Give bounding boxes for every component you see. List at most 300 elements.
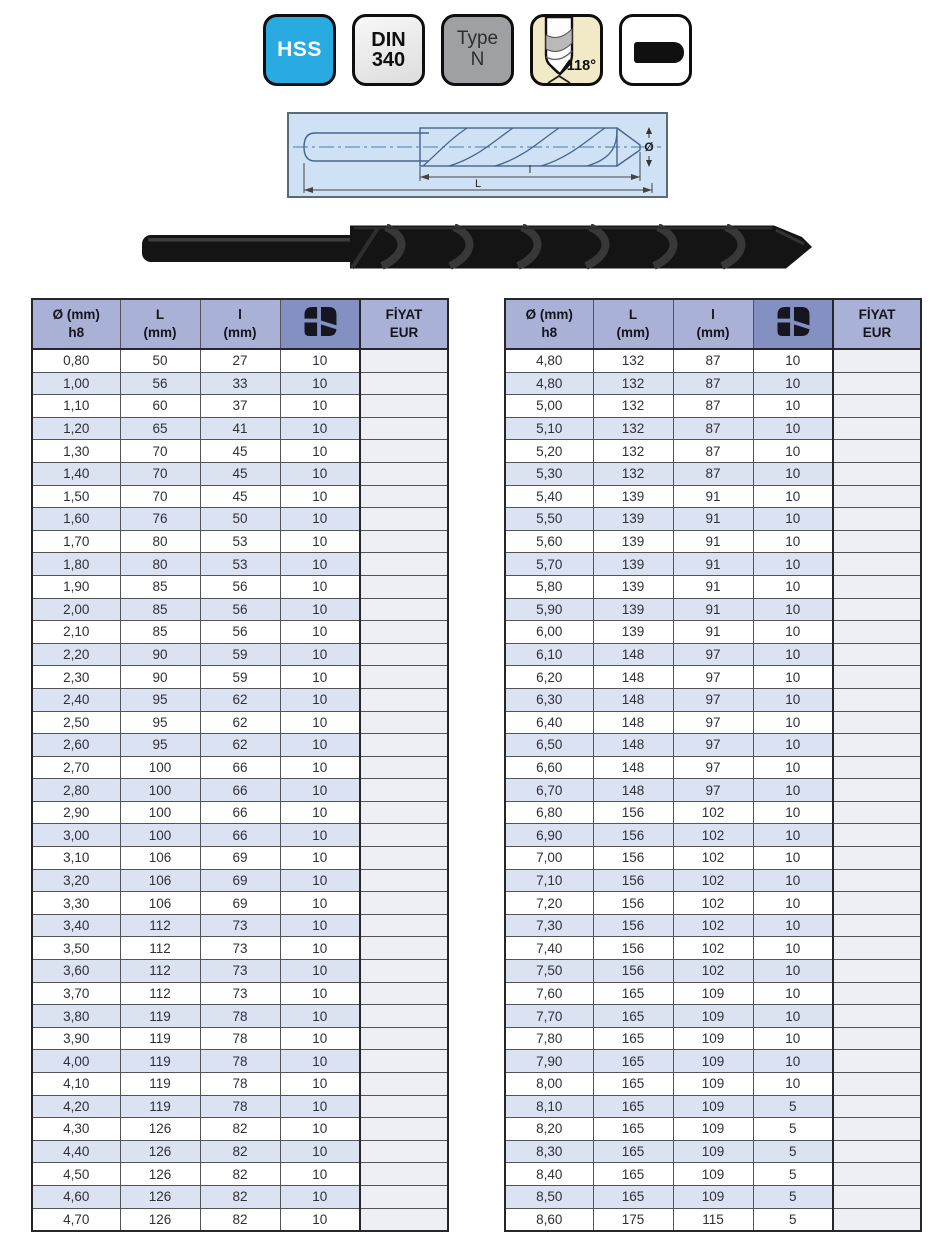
cell-price: [833, 462, 921, 485]
cell-price: [833, 666, 921, 689]
cell-overall-length: 85: [120, 621, 200, 644]
cell-price: [833, 801, 921, 824]
cell-diameter: 4,40: [32, 1140, 120, 1163]
cell-overall-length: 156: [593, 960, 673, 983]
cell-pack-qty: 10: [280, 1005, 360, 1028]
cell-pack-qty: 10: [280, 1118, 360, 1141]
cell-flute-length: 97: [673, 734, 753, 757]
cell-overall-length: 106: [120, 869, 200, 892]
cell-price: [833, 575, 921, 598]
cell-diameter: 8,30: [505, 1140, 593, 1163]
cell-price: [833, 508, 921, 531]
cell-price: [833, 1005, 921, 1028]
cell-price: [360, 485, 448, 508]
cell-price: [360, 349, 448, 372]
point-angle-badge: [530, 14, 603, 86]
cell-pack-qty: 10: [753, 666, 833, 689]
col-header-overall-length: L (mm): [120, 299, 200, 349]
cell-overall-length: 156: [593, 824, 673, 847]
cell-pack-qty: 10: [753, 553, 833, 576]
cell-overall-length: 70: [120, 485, 200, 508]
cell-flute-length: 62: [200, 688, 280, 711]
cell-overall-length: 100: [120, 756, 200, 779]
cell-price: [833, 1140, 921, 1163]
cell-pack-qty: 10: [753, 1005, 833, 1028]
cell-pack-qty: 10: [280, 1208, 360, 1231]
cell-overall-length: 95: [120, 711, 200, 734]
cell-pack-qty: 10: [753, 892, 833, 915]
cell-pack-qty: 10: [280, 372, 360, 395]
cell-diameter: 2,80: [32, 779, 120, 802]
cell-diameter: 1,00: [32, 372, 120, 395]
cell-pack-qty: 10: [753, 485, 833, 508]
table-row: [32, 1095, 448, 1118]
cell-pack-qty: 10: [753, 756, 833, 779]
cell-pack-qty: 10: [753, 960, 833, 983]
cell-diameter: 2,60: [32, 734, 120, 757]
cell-pack-qty: 10: [753, 869, 833, 892]
cell-overall-length: 156: [593, 914, 673, 937]
cell-diameter: 4,80: [505, 349, 593, 372]
cell-diameter: 8,20: [505, 1118, 593, 1141]
cell-diameter: 4,00: [32, 1050, 120, 1073]
cell-price: [833, 1185, 921, 1208]
cell-pack-qty: 10: [280, 711, 360, 734]
cell-diameter: 6,80: [505, 801, 593, 824]
cell-price: [360, 914, 448, 937]
cell-price: [360, 1185, 448, 1208]
cell-overall-length: 165: [593, 1185, 673, 1208]
cell-price: [360, 1027, 448, 1050]
table-row: [32, 1005, 448, 1028]
cell-price: [360, 508, 448, 531]
table-row: [505, 914, 921, 937]
cell-price: [833, 1095, 921, 1118]
cell-overall-length: 119: [120, 1027, 200, 1050]
cell-price: [360, 395, 448, 418]
cell-overall-length: 112: [120, 982, 200, 1005]
cell-pack-qty: 10: [280, 349, 360, 372]
cell-flute-length: 109: [673, 1140, 753, 1163]
cell-overall-length: 132: [593, 462, 673, 485]
cell-price: [360, 1050, 448, 1073]
cell-pack-qty: 10: [280, 914, 360, 937]
cell-pack-qty: 10: [280, 1095, 360, 1118]
cell-flute-length: 73: [200, 937, 280, 960]
cell-diameter: 6,90: [505, 824, 593, 847]
cell-price: [360, 462, 448, 485]
table-row: [505, 982, 921, 1005]
table-row: [505, 711, 921, 734]
cell-diameter: 6,40: [505, 711, 593, 734]
header-row: [32, 299, 448, 349]
cell-pack-qty: 10: [280, 960, 360, 983]
cell-overall-length: 165: [593, 1118, 673, 1141]
cell-overall-length: 139: [593, 621, 673, 644]
cell-pack-qty: 10: [753, 734, 833, 757]
table-row: [32, 621, 448, 644]
table-row: [505, 892, 921, 915]
cell-price: [833, 553, 921, 576]
cell-diameter: 4,10: [32, 1073, 120, 1096]
cell-overall-length: 56: [120, 372, 200, 395]
cell-diameter: 7,40: [505, 937, 593, 960]
cell-flute-length: 87: [673, 395, 753, 418]
table-row: [505, 666, 921, 689]
table-row: [32, 756, 448, 779]
cell-diameter: 1,10: [32, 395, 120, 418]
cell-diameter: 3,50: [32, 937, 120, 960]
cell-diameter: 3,90: [32, 1027, 120, 1050]
cell-flute-length: 37: [200, 395, 280, 418]
table-row: [505, 349, 921, 372]
cell-overall-length: 119: [120, 1050, 200, 1073]
cell-price: [833, 621, 921, 644]
cell-flute-length: 102: [673, 914, 753, 937]
cell-diameter: 3,40: [32, 914, 120, 937]
cell-diameter: 2,90: [32, 801, 120, 824]
shank-badge: [619, 14, 692, 86]
hss-badge-label: HSS: [277, 38, 322, 61]
cell-overall-length: 100: [120, 824, 200, 847]
cell-pack-qty: 10: [280, 598, 360, 621]
cell-pack-qty: 10: [280, 485, 360, 508]
cell-diameter: 5,90: [505, 598, 593, 621]
cell-flute-length: 50: [200, 508, 280, 531]
cell-overall-length: 165: [593, 1050, 673, 1073]
cell-price: [833, 440, 921, 463]
col-header-overall-length: L (mm): [593, 299, 673, 349]
table-row: [32, 508, 448, 531]
table-row: [32, 395, 448, 418]
table-row: [505, 440, 921, 463]
drill-bit-photo: [142, 224, 814, 270]
cell-diameter: 6,60: [505, 756, 593, 779]
cell-pack-qty: 10: [753, 937, 833, 960]
cell-diameter: 7,80: [505, 1027, 593, 1050]
din-badge-line1: DIN: [371, 28, 406, 51]
table-row: [505, 937, 921, 960]
cell-flute-length: 91: [673, 621, 753, 644]
cell-overall-length: 100: [120, 801, 200, 824]
cell-price: [833, 847, 921, 870]
cell-flute-length: 97: [673, 643, 753, 666]
cell-price: [360, 598, 448, 621]
cell-flute-length: 87: [673, 417, 753, 440]
cell-overall-length: 132: [593, 372, 673, 395]
cell-diameter: 6,50: [505, 734, 593, 757]
cell-overall-length: 156: [593, 937, 673, 960]
cell-price: [360, 892, 448, 915]
cell-overall-length: 70: [120, 440, 200, 463]
table-row: [505, 553, 921, 576]
size-table-right: [504, 298, 922, 1232]
table-row: [505, 508, 921, 531]
col-header-flute-length: l (mm): [673, 299, 753, 349]
cell-overall-length: 156: [593, 847, 673, 870]
cell-price: [833, 1118, 921, 1141]
cell-pack-qty: 10: [280, 779, 360, 802]
cell-flute-length: 78: [200, 1073, 280, 1096]
cell-pack-qty: 10: [753, 1027, 833, 1050]
cell-diameter: 2,30: [32, 666, 120, 689]
table-row: [32, 734, 448, 757]
cell-diameter: 4,60: [32, 1185, 120, 1208]
cell-diameter: 1,30: [32, 440, 120, 463]
table-row: [32, 530, 448, 553]
table-row: [505, 824, 921, 847]
cell-flute-length: 102: [673, 824, 753, 847]
cell-pack-qty: 10: [753, 1050, 833, 1073]
col-header-pack-qty: [753, 299, 833, 349]
cell-price: [833, 824, 921, 847]
cell-pack-qty: 10: [280, 847, 360, 870]
table-row: [32, 462, 448, 485]
cell-flute-length: 78: [200, 1005, 280, 1028]
table-row: [505, 688, 921, 711]
table-row: [32, 711, 448, 734]
cell-pack-qty: 10: [280, 1163, 360, 1186]
cell-price: [833, 734, 921, 757]
cell-pack-qty: 10: [280, 553, 360, 576]
table-row: [32, 1050, 448, 1073]
cell-flute-length: 45: [200, 485, 280, 508]
cell-flute-length: 97: [673, 666, 753, 689]
cell-pack-qty: 5: [753, 1095, 833, 1118]
cell-overall-length: 156: [593, 892, 673, 915]
cell-price: [360, 756, 448, 779]
cell-diameter: 4,20: [32, 1095, 120, 1118]
cell-diameter: 5,00: [505, 395, 593, 418]
cell-diameter: 3,10: [32, 847, 120, 870]
cell-overall-length: 76: [120, 508, 200, 531]
cell-pack-qty: 5: [753, 1140, 833, 1163]
cell-flute-length: 91: [673, 485, 753, 508]
cell-overall-length: 112: [120, 960, 200, 983]
table-row: [32, 440, 448, 463]
cell-price: [360, 553, 448, 576]
col-header-flute-length: l (mm): [200, 299, 280, 349]
cell-overall-length: 112: [120, 937, 200, 960]
table-row: [505, 372, 921, 395]
cell-pack-qty: 10: [280, 530, 360, 553]
table-row: [32, 1118, 448, 1141]
spec-badge-row: [263, 14, 692, 86]
cell-diameter: 4,70: [32, 1208, 120, 1231]
cell-flute-length: 87: [673, 462, 753, 485]
cell-pack-qty: 10: [280, 1027, 360, 1050]
cell-price: [833, 688, 921, 711]
cell-overall-length: 60: [120, 395, 200, 418]
cell-diameter: 5,10: [505, 417, 593, 440]
table-row: [505, 1140, 921, 1163]
cell-overall-length: 139: [593, 553, 673, 576]
cell-flute-length: 73: [200, 982, 280, 1005]
cell-price: [833, 417, 921, 440]
cell-price: [360, 824, 448, 847]
cell-diameter: 5,40: [505, 485, 593, 508]
cell-overall-length: 165: [593, 1163, 673, 1186]
cell-overall-length: 95: [120, 734, 200, 757]
cell-pack-qty: 10: [753, 508, 833, 531]
table-row: [505, 462, 921, 485]
cell-flute-length: 87: [673, 440, 753, 463]
table-row: [505, 1050, 921, 1073]
cell-flute-length: 45: [200, 440, 280, 463]
cell-price: [833, 1073, 921, 1096]
cell-overall-length: 126: [120, 1185, 200, 1208]
table-row: [505, 1073, 921, 1096]
cell-flute-length: 109: [673, 1027, 753, 1050]
cell-diameter: 2,00: [32, 598, 120, 621]
cell-overall-length: 132: [593, 417, 673, 440]
cell-price: [833, 395, 921, 418]
cell-flute-length: 91: [673, 530, 753, 553]
cell-diameter: 1,90: [32, 575, 120, 598]
cell-overall-length: 148: [593, 734, 673, 757]
cell-price: [360, 1163, 448, 1186]
cell-flute-length: 109: [673, 1118, 753, 1141]
straight-shank-icon: [634, 42, 684, 63]
table-row: [32, 1140, 448, 1163]
cell-diameter: 6,20: [505, 666, 593, 689]
table-row: [505, 1095, 921, 1118]
cell-price: [833, 982, 921, 1005]
cell-overall-length: 50: [120, 349, 200, 372]
cell-price: [360, 801, 448, 824]
cell-price: [360, 711, 448, 734]
table-row: [505, 960, 921, 983]
header-row: [505, 299, 921, 349]
pack-quantity-icon: [773, 306, 813, 337]
cell-flute-length: 27: [200, 349, 280, 372]
cell-overall-length: 132: [593, 440, 673, 463]
cell-price: [833, 1027, 921, 1050]
drill-point-118-icon: [533, 17, 603, 86]
cell-overall-length: 70: [120, 462, 200, 485]
cell-flute-length: 115: [673, 1208, 753, 1231]
cell-flute-length: 97: [673, 711, 753, 734]
col-header-diameter: Ø (mm) h8: [32, 299, 120, 349]
table-row: [32, 553, 448, 576]
table-row: [32, 960, 448, 983]
cell-overall-length: 148: [593, 711, 673, 734]
cell-flute-length: 69: [200, 869, 280, 892]
cell-pack-qty: 10: [753, 914, 833, 937]
cell-price: [360, 372, 448, 395]
cell-flute-length: 102: [673, 960, 753, 983]
cell-diameter: 7,10: [505, 869, 593, 892]
table-row: [32, 1208, 448, 1231]
cell-flute-length: 78: [200, 1027, 280, 1050]
cell-overall-length: 106: [120, 847, 200, 870]
cell-overall-length: 165: [593, 1073, 673, 1096]
cell-overall-length: 165: [593, 1005, 673, 1028]
cell-pack-qty: 10: [280, 869, 360, 892]
cell-pack-qty: 10: [280, 666, 360, 689]
din-340-badge: [352, 14, 425, 86]
cell-diameter: 1,20: [32, 417, 120, 440]
table-row: [32, 779, 448, 802]
cell-diameter: 7,90: [505, 1050, 593, 1073]
cell-flute-length: 91: [673, 553, 753, 576]
cell-price: [833, 914, 921, 937]
col-header-price: FİYAT EUR: [833, 299, 921, 349]
cell-price: [360, 869, 448, 892]
cell-flute-length: 56: [200, 598, 280, 621]
cell-flute-length: 97: [673, 756, 753, 779]
table-row: [505, 756, 921, 779]
cell-price: [360, 1140, 448, 1163]
cell-overall-length: 126: [120, 1118, 200, 1141]
cell-diameter: 1,70: [32, 530, 120, 553]
size-table-left: [31, 298, 449, 1232]
table-row: [32, 598, 448, 621]
cell-diameter: 3,60: [32, 960, 120, 983]
cell-diameter: 2,70: [32, 756, 120, 779]
cell-overall-length: 165: [593, 1140, 673, 1163]
cell-flute-length: 109: [673, 982, 753, 1005]
cell-pack-qty: 10: [753, 417, 833, 440]
cell-diameter: 5,70: [505, 553, 593, 576]
table-row: [32, 801, 448, 824]
cell-diameter: 1,80: [32, 553, 120, 576]
cell-diameter: 1,50: [32, 485, 120, 508]
cell-overall-length: 132: [593, 395, 673, 418]
cell-flute-length: 53: [200, 530, 280, 553]
cell-diameter: 4,30: [32, 1118, 120, 1141]
cell-diameter: 7,20: [505, 892, 593, 915]
cell-flute-length: 59: [200, 666, 280, 689]
cell-overall-length: 148: [593, 756, 673, 779]
cell-pack-qty: 10: [753, 1073, 833, 1096]
cell-diameter: 5,50: [505, 508, 593, 531]
cell-diameter: 7,30: [505, 914, 593, 937]
cell-flute-length: 78: [200, 1050, 280, 1073]
cell-overall-length: 80: [120, 553, 200, 576]
cell-flute-length: 53: [200, 553, 280, 576]
cell-pack-qty: 5: [753, 1163, 833, 1186]
cell-overall-length: 148: [593, 643, 673, 666]
cell-pack-qty: 10: [753, 643, 833, 666]
cell-pack-qty: 10: [280, 621, 360, 644]
cell-pack-qty: 10: [280, 440, 360, 463]
cell-flute-length: 87: [673, 372, 753, 395]
cell-flute-length: 56: [200, 575, 280, 598]
table-row: [505, 801, 921, 824]
cell-diameter: 6,00: [505, 621, 593, 644]
cell-price: [833, 1208, 921, 1231]
table-row: [32, 417, 448, 440]
cell-pack-qty: 10: [753, 598, 833, 621]
cell-price: [360, 417, 448, 440]
cell-flute-length: 102: [673, 869, 753, 892]
cell-flute-length: 97: [673, 688, 753, 711]
cell-diameter: 6,10: [505, 643, 593, 666]
cell-overall-length: 139: [593, 485, 673, 508]
cell-diameter: 2,50: [32, 711, 120, 734]
cell-price: [833, 530, 921, 553]
table-row: [32, 485, 448, 508]
cell-flute-length: 87: [673, 349, 753, 372]
cell-price: [360, 937, 448, 960]
cell-diameter: 6,30: [505, 688, 593, 711]
cell-diameter: 5,20: [505, 440, 593, 463]
cell-overall-length: 165: [593, 982, 673, 1005]
cell-diameter: 7,60: [505, 982, 593, 1005]
cell-flute-length: 102: [673, 847, 753, 870]
cell-overall-length: 139: [593, 508, 673, 531]
